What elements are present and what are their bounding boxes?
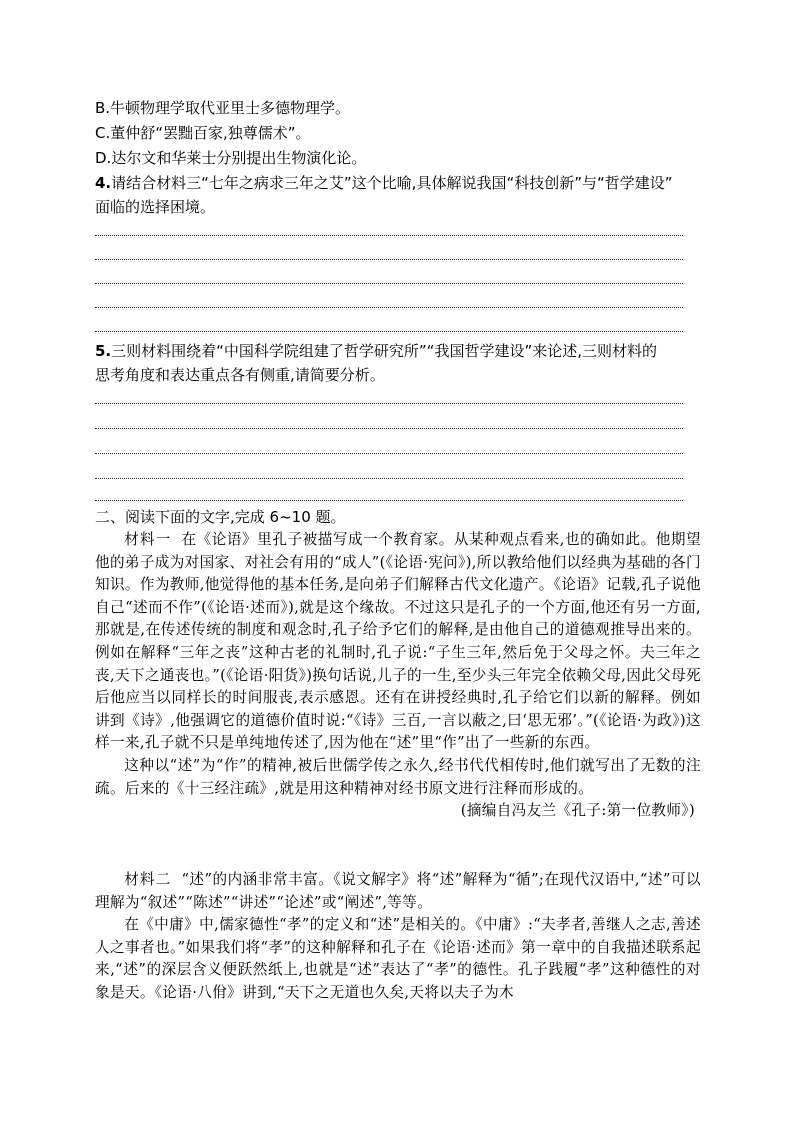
answer-line-q4-3[interactable]	[95, 283, 683, 284]
material-1-para-2: 这种以“述”为“作”的精神,被后世儒学传之永久,经书代代相传时,他们就写出了无数的注疏。后来的《十三经注疏》,就是用这种精神对经书原文进行注释而形成的。	[95, 756, 701, 797]
answer-line-q5-1[interactable]	[95, 403, 683, 404]
material-1	[95, 529, 701, 823]
question-4-line-1: 请结合材料三“七年之病求三年之艾”这个比喻,具体解说我国“科技创新”与“哲学建设”	[111, 174, 673, 192]
option-d: D.达尔文和华莱士分别提出生物演化论。	[95, 149, 367, 167]
option-b: B.牛顿物理学取代亚里士多德物理学。	[95, 99, 351, 117]
material-1-para-1-text: 在《论语》里孔子被描写成一个教育家。从某种观点看来,也的确如此。他期望他的弟子成为对国家、对社会有用的“成人”(《论语·宪问》),所以教给他们以经典为基础的各门知识。作为教师,他觉得他的基本任务,是向弟子们解释古代文化遗产。《论语》记载,孔子说他自己“述而不作”(《论语·述而》),就是这个缘故。不过这只是孔子的一个方面,他还有另一方面,那就是,在传述传统的制度和观念时,孔子给予它们的解释,是由他自己的道德观推导出来的。例如在解释“三年之丧”这种古老的礼制时,孔子说:“子生三年,然后免于父母之怀。夫三年之丧,天下之通丧也。”(《论语·阳货》)换句话说,儿子的一生,至少头三年完全依赖父母,因此父母死后他应当以同样长的时间服丧,表示感恩。还有在讲授经典时,孔子给它们以新的解释。例如讲到《诗》,他强调它的道德价值时说:“《诗》三百,一言以蔽之,曰‘思无邪’。”(《论语·为政》)这样一来,孔子就不只是单纯地传述了,因为他在“述”里“作”出了一些新的东西。	[95, 531, 701, 752]
option-c: C.董仲舒“罢黜百家,独尊儒术”。	[95, 124, 311, 142]
answer-line-q4-4[interactable]	[95, 307, 683, 308]
question-4-line-2: 面临的选择困境。	[95, 198, 216, 216]
question-5-line-1: 三则材料围绕着“中国科学院组建了哲学研究所”“我国哲学建设”来论述,三则材料的	[111, 342, 657, 360]
question-4-number: 4.	[95, 174, 112, 192]
answer-line-q5-3[interactable]	[95, 453, 683, 454]
material-1-label: 材料一	[124, 531, 172, 548]
material-2	[95, 869, 701, 1005]
material-1-source: (摘编自冯友兰《孔子:第一位教师》)	[460, 802, 695, 820]
material-2-para-2: 在《中庸》中,儒家德性“孝”的定义和“述”是相关的。《中庸》:“夫孝者,善继人之志,善述人之事者也。”如果我们将“孝”的这种解释和孔子在《论语·述而》第一章中的自我描述联系起来,“述”的深层含义便跃然纸上,也就是“述”表达了“孝”的德性。孔子践履“孝”这种德性的对象是天。《论语·八佾》讲到,“天下之无道也久矣,天将以夫子为木	[95, 916, 701, 1001]
question-5-number: 5.	[95, 342, 112, 360]
question-4	[95, 172, 695, 194]
answer-line-q5-2[interactable]	[95, 428, 683, 429]
section-2-heading: 二、阅读下面的文字,完成 6~10 题。	[95, 508, 346, 526]
answer-line-q4-1[interactable]	[95, 235, 683, 236]
material-2-para-1	[95, 869, 701, 914]
answer-line-q5-4[interactable]	[95, 478, 683, 479]
material-2-label: 材料二	[124, 871, 172, 888]
answer-line-q4-5[interactable]	[95, 331, 683, 332]
question-5	[95, 340, 695, 362]
answer-line-q5-5[interactable]	[95, 500, 683, 501]
answer-line-q4-2[interactable]	[95, 259, 683, 260]
material-1-para-1	[95, 529, 701, 755]
material-2-para-1-text: “述”的内涵非常丰富。《说文解字》将“述”解释为“循”;在现代汉语中,“述”可以理解为“叙述”“陈述”“讲述”“论述”或“阐述”,等等。	[95, 871, 701, 911]
question-5-line-2: 思考角度和表达重点各有侧重,请简要分析。	[95, 366, 385, 384]
